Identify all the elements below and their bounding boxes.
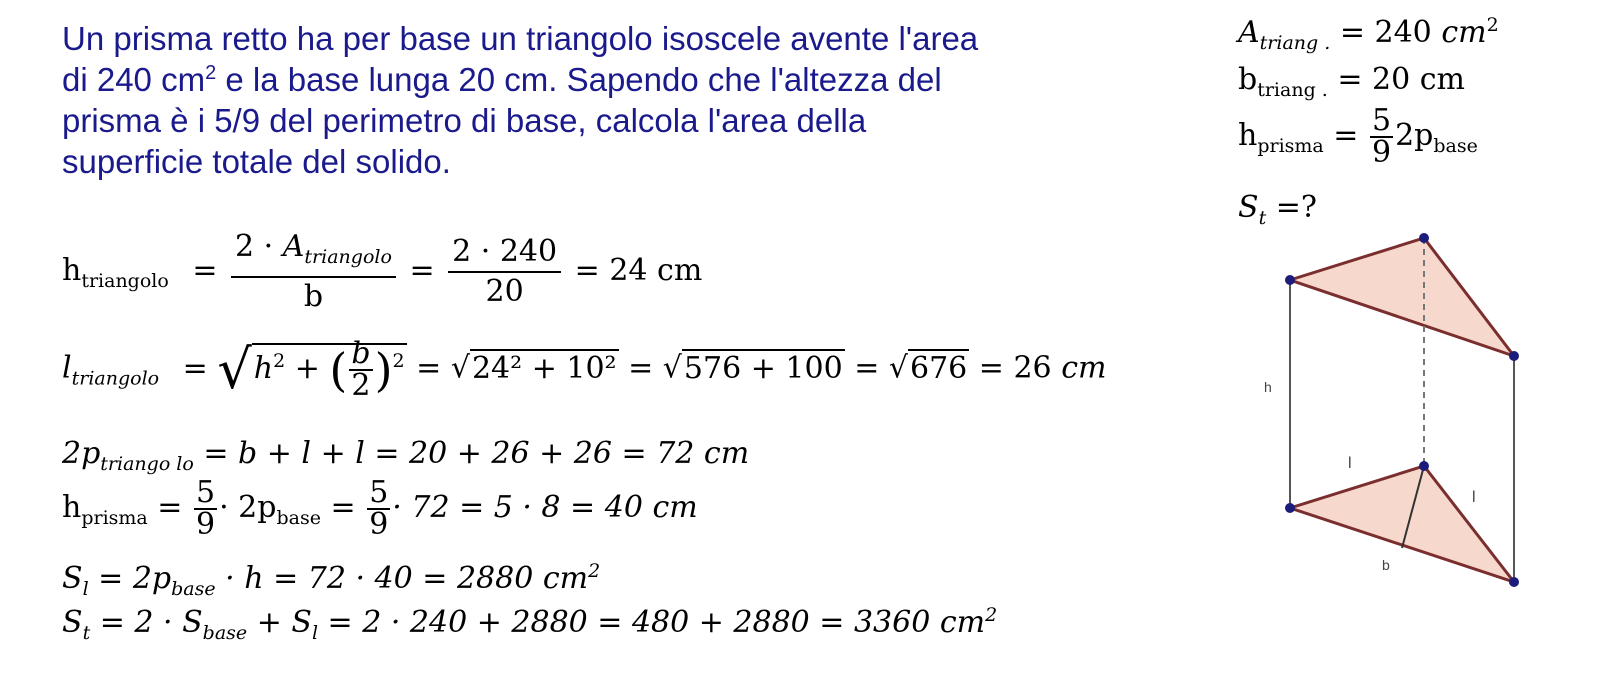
r5-c: · h = 72 · 40 = 2880 cm [215, 561, 589, 596]
r3-rest: = b + l + l = 20 + 26 + 26 = 72 cm [193, 436, 750, 471]
r2-eq3: = [618, 350, 663, 386]
r1-eq1: = [192, 253, 218, 288]
given-unknown-sub: t [1258, 207, 1267, 229]
r6-b-sub: base [202, 622, 248, 644]
problem-line-2 [62, 59, 1202, 100]
problem-line-3: prisma è i 5/9 del perimetro di base, calcola l'area della [62, 102, 867, 139]
r2-out-exp: 2 [392, 349, 405, 372]
r2-sqrt-sign: √ [217, 338, 252, 401]
given-height-rest: 2p [1395, 118, 1434, 153]
r4-mid: · 2p [219, 490, 277, 525]
solution-row-height [62, 228, 702, 316]
r6-c-sub: l [311, 622, 319, 644]
given-height-rest-sub: base [1433, 135, 1478, 157]
r5-b: = 2p [88, 561, 172, 596]
vertex [1419, 461, 1429, 471]
solution-row-prism-height [62, 475, 698, 542]
problem-line-2b: e la base lunga 20 cm. Sapendo che l'altezza del [216, 61, 942, 98]
r6-c: + S [247, 605, 312, 640]
r4-f2-den: 9 [369, 507, 389, 542]
bottom-face [1290, 466, 1514, 582]
label-b: b [1382, 557, 1390, 573]
r2-fden: 2 [351, 367, 371, 403]
r4-f2-num: 5 [369, 475, 389, 510]
given-base [1238, 62, 1465, 101]
solution-row-side [62, 335, 1107, 403]
r2-lhs: l [62, 350, 72, 386]
given-base-sub: triang . [1257, 79, 1328, 101]
r5-exp: 2 [588, 560, 601, 582]
r1-f1-num-a: 2 · [235, 229, 283, 264]
r4-f1-num: 5 [195, 475, 216, 510]
r2-lhs-sub: triangolo [71, 367, 160, 390]
r2-h-exp: 2 [273, 349, 286, 372]
r6-d: = 2 · 240 + 2880 = 480 + 2880 = 3360 cm [318, 605, 986, 640]
r1-fraction-1 [231, 228, 396, 316]
r1-rest: = 24 cm [574, 253, 703, 288]
r4-eq2: = [320, 490, 356, 525]
r2-root-2: √576 + 100 [662, 350, 843, 386]
r5-b-sub: base [171, 578, 216, 600]
label-l-2: l [1472, 489, 1476, 506]
given-area-exp: 2 [1486, 14, 1499, 36]
r2-lparen: ( [329, 342, 348, 397]
prism-figure [1240, 222, 1580, 602]
problem-line-1: Un prisma retto ha per base un triangolo isoscele avente l'area [62, 20, 979, 57]
r6-a-sub: t [82, 622, 91, 644]
problem-statement [62, 18, 1202, 182]
r1-f1-den: b [303, 279, 324, 314]
r4-eq1: = [147, 490, 183, 525]
r1-lhs: h [62, 253, 82, 288]
r2-h: h [253, 350, 274, 386]
r1-f1-num [231, 228, 396, 278]
given-height [1238, 103, 1478, 170]
given-area-symbol: A [1238, 15, 1260, 50]
r4-lhs: h [62, 490, 82, 525]
r2-unit: cm [1061, 350, 1107, 386]
label-h: h [1264, 379, 1272, 395]
r3-lhs: 2p [62, 436, 101, 471]
r4-rest: · 72 = 5 · 8 = 40 cm [392, 490, 698, 525]
r2-plus: + [285, 350, 330, 386]
r2-eq2: = [416, 350, 451, 386]
given-base-symbol: b [1238, 62, 1258, 97]
given-height-symbol: h [1238, 118, 1258, 153]
r5-a: S [62, 561, 83, 596]
label-l-1: l [1348, 455, 1352, 472]
problem-line-4: superficie totale del solido. [62, 143, 451, 180]
given-area-value: = 240 [1339, 15, 1442, 50]
r2-root-3: √676 [888, 350, 968, 386]
given-base-value: = 20 cm [1337, 62, 1466, 97]
r4-lhs-sub: prisma [81, 507, 148, 529]
given-height-num: 5 [1371, 103, 1392, 138]
r3-lhs-sub: triango lo [100, 453, 194, 475]
r2-root-2-val: 576 + 100 [683, 350, 843, 386]
r5-a-sub: l [82, 578, 89, 600]
solution-row-perimeter [62, 436, 749, 475]
given-area-sub: triang . [1259, 32, 1331, 54]
r4-fraction-1 [194, 475, 217, 542]
solution-row-lateral [62, 560, 600, 600]
r1-f2-num: 2 · 240 [448, 233, 561, 273]
r2-fnum: b [351, 335, 371, 371]
r1-eq2: = [409, 253, 435, 288]
r2-root-1-val: 24² + 10² [471, 350, 617, 386]
given-unknown-value: =? [1266, 190, 1317, 225]
r2-root-1: √24² + 10² [450, 350, 617, 386]
r2-fraction [349, 335, 372, 403]
given-area-unit: cm [1441, 15, 1487, 50]
r1-f2-den: 20 [485, 274, 524, 309]
problem-line-2a: di 240 cm [62, 61, 206, 98]
vertex [1285, 503, 1295, 513]
r2-rparen: ) [374, 342, 393, 397]
r6-exp: 2 [985, 604, 998, 626]
r1-f1-num-sub: triangolo [304, 246, 392, 268]
r1-f1-num-b: A [282, 229, 305, 264]
given-height-fraction [1370, 103, 1393, 170]
problem-exponent: 2 [205, 62, 217, 84]
r2-eq1: = [182, 350, 208, 386]
given-height-eq: = [1333, 118, 1359, 153]
r1-lhs-sub: triangolo [81, 270, 169, 292]
r6-a: S [62, 605, 83, 640]
r2-eq4: = [844, 350, 889, 386]
r2-root-3-val: 676 [910, 350, 968, 386]
given-height-den: 9 [1371, 135, 1392, 170]
given-area [1238, 14, 1499, 54]
top-face [1290, 238, 1514, 356]
r4-mid-sub: base [276, 507, 321, 529]
r4-f1-den: 9 [195, 507, 216, 542]
r6-b: = 2 · S [90, 605, 203, 640]
vertex [1285, 275, 1295, 285]
given-unknown-symbol: S [1238, 190, 1259, 225]
r1-fraction-2 [448, 233, 561, 311]
vertex [1509, 577, 1519, 587]
solution-row-total [62, 604, 997, 644]
r2-end: = 26 [969, 350, 1062, 386]
vertex [1509, 351, 1519, 361]
r4-fraction-2 [367, 475, 390, 542]
vertex [1419, 233, 1429, 243]
given-height-sub: prisma [1257, 135, 1324, 157]
r2-radicand [252, 335, 407, 403]
